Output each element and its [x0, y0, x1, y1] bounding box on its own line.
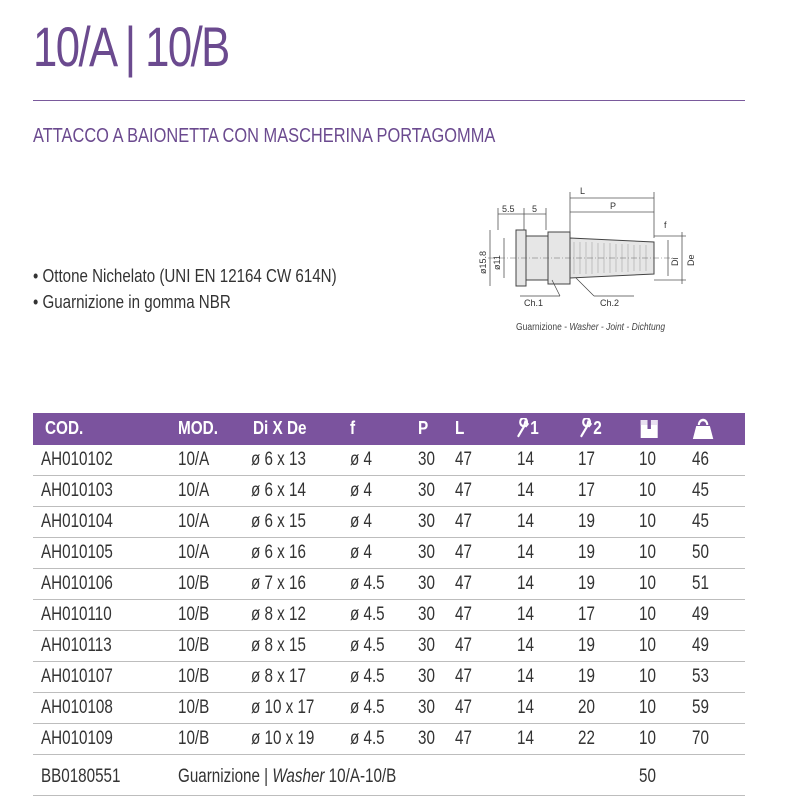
- product-table: [33, 413, 745, 796]
- cell-box: 10: [639, 573, 656, 594]
- header-ch1: [515, 417, 539, 439]
- cell-ch1: 14: [517, 480, 534, 501]
- cell-weight: 45: [692, 480, 709, 501]
- cell-dixde: ø 10 x 19: [251, 728, 315, 749]
- drawing-caption: [516, 322, 665, 333]
- cell-box: 10: [639, 666, 656, 687]
- cell-p: 30: [418, 635, 435, 656]
- cell-ch2: 19: [578, 511, 595, 532]
- cell-mod: 10/B: [178, 666, 210, 687]
- cell-mod: 10/A: [178, 480, 210, 501]
- table-row: [33, 600, 745, 631]
- cell-mod: 10/B: [178, 635, 210, 656]
- cell-l: 47: [455, 511, 472, 532]
- cell-l: 47: [455, 542, 472, 563]
- table-row: [33, 445, 745, 476]
- cell-ch1: 14: [517, 573, 534, 594]
- table-row: [33, 569, 745, 600]
- caption-italic: Washer - Joint - Dichtung: [569, 322, 666, 333]
- cell-mod: 10/A: [178, 449, 210, 470]
- header-p: P: [418, 418, 429, 438]
- footer-box: 50: [639, 766, 656, 787]
- label-P: P: [610, 201, 617, 211]
- cell-mod: 10/B: [178, 573, 210, 594]
- header-mod: MOD.: [178, 418, 218, 438]
- cell-p: 30: [418, 728, 435, 749]
- header-ch1-label: 1: [530, 417, 539, 438]
- cell-ch1: 14: [517, 542, 534, 563]
- cell-box: 10: [639, 697, 656, 718]
- header-box: [639, 418, 659, 445]
- cell-dixde: ø 6 x 15: [251, 511, 306, 532]
- cell-l: 47: [455, 480, 472, 501]
- cell-box: 10: [639, 635, 656, 656]
- table-row: [33, 476, 745, 507]
- cell-ch1: 14: [517, 697, 534, 718]
- cell-cod: AH010105: [41, 542, 113, 563]
- cell-f: ø 4.5: [350, 697, 385, 718]
- header-ch2-label: 2: [593, 417, 602, 438]
- label-5-5: 5.5: [502, 204, 515, 214]
- label-phi15-8: ø15.8: [478, 250, 488, 274]
- cell-l: 47: [455, 666, 472, 687]
- table-row: [33, 538, 745, 569]
- cell-f: ø 4.5: [350, 635, 385, 656]
- caption-prefix: Guarnizione -: [516, 322, 570, 333]
- feature-item: • Ottone Nichelato (UNI EN 12164 CW 614N): [33, 266, 337, 286]
- cell-ch1: 14: [517, 728, 534, 749]
- box-icon: [639, 418, 659, 440]
- cell-p: 30: [418, 697, 435, 718]
- cell-cod: AH010104: [41, 511, 113, 532]
- cell-p: 30: [418, 666, 435, 687]
- cell-cod: AH010113: [41, 635, 112, 656]
- label-5: 5: [532, 204, 538, 214]
- cell-ch2: 19: [578, 542, 595, 563]
- cell-ch2: 17: [578, 480, 595, 501]
- cell-dixde: ø 6 x 16: [251, 542, 306, 563]
- cell-l: 47: [455, 449, 472, 470]
- table-row: [33, 631, 745, 662]
- cell-ch2: 19: [578, 635, 595, 656]
- cell-f: ø 4: [350, 449, 372, 470]
- cell-mod: 10/A: [178, 511, 210, 532]
- cell-weight: 49: [692, 635, 709, 656]
- label-ch2: Ch.2: [600, 298, 620, 308]
- cell-dixde: ø 8 x 17: [251, 666, 306, 687]
- cell-ch1: 14: [517, 449, 534, 470]
- cell-weight: 59: [692, 697, 709, 718]
- title-divider: [33, 100, 745, 101]
- cell-ch2: 20: [578, 697, 595, 718]
- cell-ch2: 22: [578, 728, 595, 749]
- cell-dixde: ø 6 x 13: [251, 449, 306, 470]
- cell-p: 30: [418, 449, 435, 470]
- cell-cod: AH010110: [41, 604, 112, 625]
- header-f: f: [350, 418, 356, 438]
- feature-item: • Guarnizione in gomma NBR: [33, 292, 231, 312]
- cell-p: 30: [418, 542, 435, 563]
- cell-l: 47: [455, 728, 472, 749]
- product-subtitle: ATTACCO A BAIONETTA CON MASCHERINA PORTAGOMMA: [33, 125, 496, 147]
- cell-mod: 10/A: [178, 542, 210, 563]
- label-L: L: [580, 186, 586, 196]
- label-de: De: [686, 254, 696, 266]
- cell-cod: AH010102: [41, 449, 113, 470]
- cell-mod: 10/B: [178, 728, 210, 749]
- cell-ch1: 14: [517, 666, 534, 687]
- cell-ch2: 19: [578, 666, 595, 687]
- cell-box: 10: [639, 542, 656, 563]
- cell-dixde: ø 7 x 16: [251, 573, 306, 594]
- table-row: [33, 724, 745, 755]
- cell-dixde: ø 8 x 15: [251, 635, 306, 656]
- weight-icon: [692, 418, 714, 440]
- cell-box: 10: [639, 480, 656, 501]
- cell-weight: 70: [692, 728, 709, 749]
- wrench-2-icon: [578, 418, 593, 438]
- cell-box: 10: [639, 604, 656, 625]
- cell-p: 30: [418, 604, 435, 625]
- wrench-1-icon: [515, 418, 530, 438]
- cell-cod: AH010106: [41, 573, 113, 594]
- header-dixde: Di X De: [253, 418, 307, 438]
- cell-f: ø 4: [350, 542, 372, 563]
- cell-p: 30: [418, 511, 435, 532]
- cell-dixde: ø 6 x 14: [251, 480, 306, 501]
- cell-ch1: 14: [517, 511, 534, 532]
- cell-box: 10: [639, 511, 656, 532]
- cell-box: 10: [639, 449, 656, 470]
- cell-f: ø 4: [350, 480, 372, 501]
- cell-f: ø 4.5: [350, 573, 385, 594]
- cell-cod: AH010103: [41, 480, 113, 501]
- header-ch2: [578, 417, 602, 439]
- technical-drawing: [468, 180, 698, 340]
- label-f: f: [664, 220, 667, 230]
- table-row: [33, 693, 745, 724]
- header-weight: [692, 418, 714, 445]
- table-footer-row: [33, 761, 745, 796]
- cell-cod: AH010109: [41, 728, 113, 749]
- table-row: [33, 507, 745, 538]
- footer-cod: BB0180551: [41, 766, 121, 787]
- cell-weight: 49: [692, 604, 709, 625]
- cell-weight: 50: [692, 542, 709, 563]
- cell-ch1: 14: [517, 635, 534, 656]
- cell-dixde: ø 8 x 12: [251, 604, 306, 625]
- cell-dixde: ø 10 x 17: [251, 697, 315, 718]
- cell-f: ø 4.5: [350, 666, 385, 687]
- table-row: [33, 662, 745, 693]
- cell-ch2: 17: [578, 604, 595, 625]
- cell-cod: AH010107: [41, 666, 113, 687]
- header-l: L: [455, 418, 465, 438]
- cell-p: 30: [418, 573, 435, 594]
- cell-weight: 53: [692, 666, 709, 687]
- cell-ch2: 19: [578, 573, 595, 594]
- cell-l: 47: [455, 697, 472, 718]
- label-di: Di: [670, 257, 680, 266]
- table-body: [33, 445, 745, 755]
- feature-list: [33, 263, 337, 315]
- footer-description: [178, 766, 396, 788]
- cell-mod: 10/B: [178, 697, 210, 718]
- cell-weight: 45: [692, 511, 709, 532]
- cell-f: ø 4.5: [350, 728, 385, 749]
- cell-ch1: 14: [517, 604, 534, 625]
- label-ch1: Ch.1: [524, 298, 544, 308]
- cell-l: 47: [455, 635, 472, 656]
- cell-weight: 46: [692, 449, 709, 470]
- cell-box: 10: [639, 728, 656, 749]
- footer-desc-suffix: 10/A-10/B: [324, 766, 397, 787]
- header-cod: COD.: [45, 418, 84, 438]
- cell-p: 30: [418, 480, 435, 501]
- cell-cod: AH010108: [41, 697, 113, 718]
- cell-weight: 51: [692, 573, 709, 594]
- cell-l: 47: [455, 604, 472, 625]
- table-header: [33, 413, 745, 445]
- cell-ch2: 17: [578, 449, 595, 470]
- cell-l: 47: [455, 573, 472, 594]
- footer-desc-italic: Washer: [272, 766, 325, 787]
- label-phi11: ø11: [492, 255, 502, 270]
- page-title: 10/A | 10/B: [33, 15, 229, 78]
- cell-f: ø 4: [350, 511, 372, 532]
- footer-desc-prefix: Guarnizione |: [178, 766, 273, 787]
- cell-f: ø 4.5: [350, 604, 385, 625]
- cell-mod: 10/B: [178, 604, 210, 625]
